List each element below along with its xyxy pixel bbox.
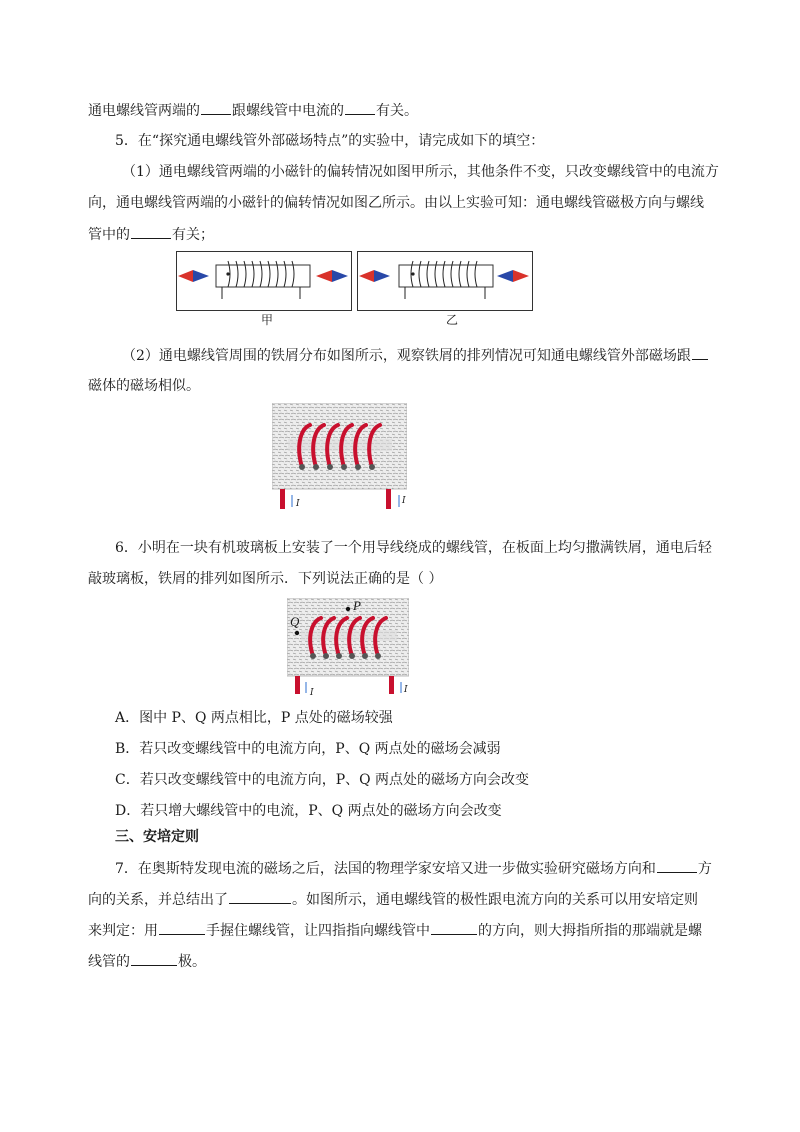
current-label-right: I <box>402 496 406 506</box>
figure-yi <box>357 251 533 311</box>
q5-text: 管中的 <box>88 227 130 243</box>
section-heading: 三、安培定则 <box>115 829 199 845</box>
q5-part1-line3 <box>88 224 214 245</box>
blank <box>229 889 291 904</box>
q5-text: 有关； <box>172 227 214 243</box>
q7-text: 线管的 <box>88 954 130 970</box>
figure-yi-caption: 乙 <box>446 313 459 327</box>
blank <box>131 951 177 966</box>
q5-text: （2）通电螺线管周围的铁屑分布如图所示，观察铁屑的排列情况可知通电螺线管外部磁场跟 <box>122 348 691 364</box>
blank <box>131 224 171 239</box>
q5-stem: 5．在“探究通电螺线管外部磁场特点”的实验中，请完成如下的填空： <box>115 133 545 149</box>
q5-part1-line1: （1）通电螺线管两端的小磁针的偏转情况如图甲所示，其他条件不变，只改变螺线管中的电流方 <box>122 164 719 180</box>
q6-line2: 敲玻璃板，铁屑的排列如图所示．下列说法正确的是（ ） <box>88 571 443 587</box>
point-p-label: P <box>353 598 361 613</box>
figure-jia-caption: 甲 <box>261 313 274 327</box>
current-label-left: I <box>296 499 300 509</box>
q7-text: 7．在奥斯特发现电流的磁场之后，法国的物理学家安培又进一步做实验研究磁场方向和 <box>115 861 656 877</box>
iron-filings-photo-2 <box>287 598 409 696</box>
q7-line2 <box>88 889 698 910</box>
q6-option-a[interactable]: A．图中 P、Q 两点相比，P 点处的磁场较强 <box>115 710 393 726</box>
current-label-right: I <box>404 685 408 695</box>
q7-text: 的方向，则大拇指所指的那端就是螺 <box>478 923 702 939</box>
q4-text-1: 通电螺线管两端的 <box>88 103 200 119</box>
q6-option-d[interactable]: D．若只增大螺线管中的电流，P、Q 两点处的磁场方向会改变 <box>115 803 502 819</box>
q4-text-3: 有关。 <box>376 103 418 119</box>
q7-text: 手握住螺线管，让四指指向螺线管中 <box>206 923 430 939</box>
q5-part2-line2: 磁体的磁场相似。 <box>88 378 200 394</box>
q6-option-b[interactable]: B．若只改变螺线管中的电流方向，P、Q 两点处的磁场会减弱 <box>115 741 501 757</box>
q7-line4 <box>88 951 206 972</box>
q6-line1: 6．小明在一块有机玻璃板上安装了一个用导线绕成的螺线管，在板面上均匀撒满铁屑，通电后轻 <box>115 540 712 556</box>
q7-text: 来判定：用 <box>88 923 158 939</box>
q5-part2-line1 <box>122 345 709 366</box>
q7-text: 方 <box>697 861 712 877</box>
blank <box>345 100 375 115</box>
q6-option-c[interactable]: C．若只改变螺线管中的电流方向，P、Q 两点处的磁场方向会改变 <box>115 772 530 788</box>
blank <box>692 345 708 360</box>
blank <box>201 100 231 115</box>
q7-text: 极。 <box>178 954 206 970</box>
iron-filings-photo-1 <box>272 403 407 511</box>
point-q-label: Q <box>290 614 300 629</box>
q4-tail-line <box>88 100 418 121</box>
blank <box>657 858 697 873</box>
current-label-left: I <box>310 688 314 698</box>
figure-jia <box>176 251 352 311</box>
q7-line3 <box>88 920 702 941</box>
blank <box>431 920 477 935</box>
q7-text: 向的关系，并总结出了 <box>88 892 228 908</box>
q7-text: 。如图所示，通电螺线管的极性跟电流方向的关系可以用安培定则 <box>292 892 698 908</box>
q7-line1 <box>115 858 712 879</box>
q4-text-2: 跟螺线管中电流的 <box>232 103 344 119</box>
q5-part1-line2: 向，通电螺线管两端的小磁针的偏转情况如图乙所示。由以上实验可知：通电螺线管磁极方向与螺线 <box>88 195 704 211</box>
blank <box>159 920 205 935</box>
